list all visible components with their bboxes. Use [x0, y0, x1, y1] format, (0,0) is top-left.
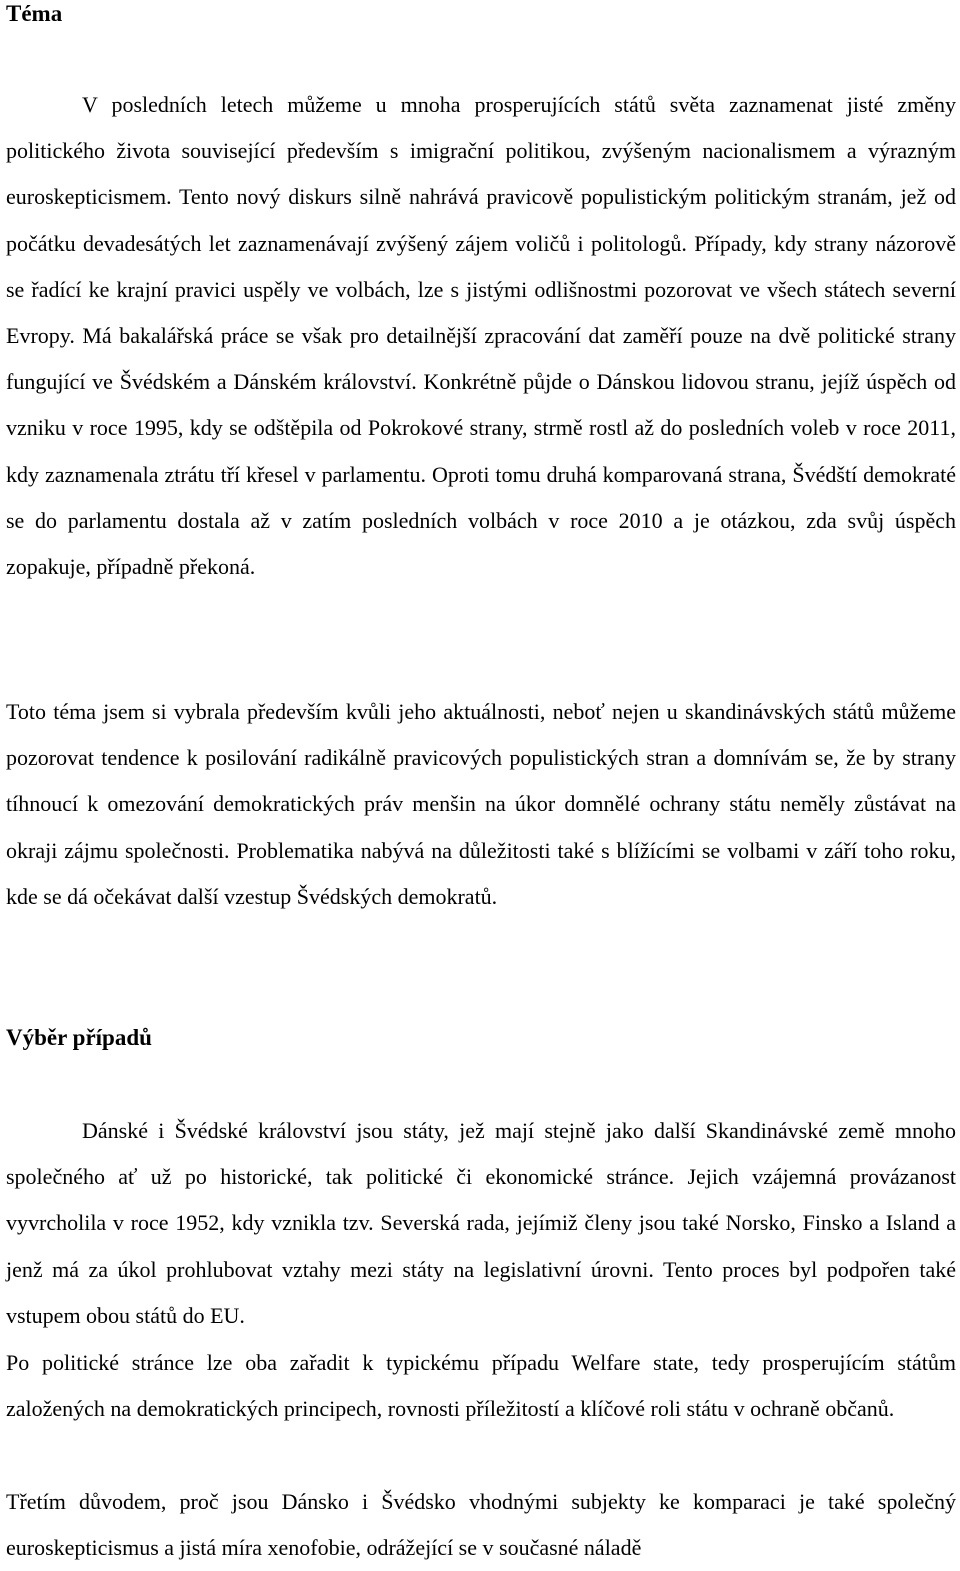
section-heading-tema: Téma — [6, 1, 63, 26]
paragraph-vyber-3: Třetím důvodem, proč jsou Dánsko i Švédsko vhodnými subjekty ke komparaci je také společný euroskepticismus a jistá míra xenofobie, odrážející se v současné náladě — [6, 1489, 956, 1561]
paragraph-vyber-1: Dánské i Švédské království jsou státy, jež mají stejně jako další Skandinávské země mnoho společného ať už po historické, tak politické či ekonomické stránce. Jejich vzájemná provázanost vyvrcholila v roce 1952, kdy vznikla tzv. Severská rada, jejímiž členy jsou také Norsko, Finsko a Island a jenž má za úkol prohlubovat vztahy mezi státy na legislativní úrovni. Tento proces byl podpořen také vstupem obou států do EU. — [6, 1118, 956, 1328]
paragraph-tema-2: Toto téma jsem si vybrala především kvůli jeho aktuálnosti, neboť nejen u skandinávských států můžeme pozorovat tendence k posilování radikálně pravicových populistických stran a domnívám se, že by strany tíhnoucí k omezování demokratických práv menšin na úkor domnělé ochrany státu neměly zůstávat na okraji zájmu společnosti. Problematika nabývá na důležitosti také s blížícími se volbami v září toho roku, kde se dá očekávat další vzestup Švédských demokratů. — [6, 699, 956, 909]
paragraph-tema-1: V posledních letech můžeme u mnoha prosperujících států světa zaznamenat jisté změny politického života související především s imigrační politikou, zvýšeným nacionalismem a výrazným euroskepticismem. Tento nový diskurs silně nahrává pravicově populistickým politickým stranám, jež od počátku devadesátých let zaznamenávají zvýšený zájem voličů i politologů. Případy, kdy strany názorově se řadící ke krajní pravici uspěly ve volbách, lze s jistými odlišnostmi pozorovat ve všech státech severní Evropy. Má bakalářská práce se však pro detailnější zpracování dat zaměří pouze na dvě politické strany fungující ve Švédském a Dánském království. Konkrétně půjde o Dánskou lidovou stranu, jejíž úspěch od vzniku v roce 1995, kdy se odštěpila od Pokrokové strany, strmě rostl až do posledních voleb v roce 2011, kdy zaznamenala ztrátu tří křesel v parlamentu. Oproti tomu druhá komparovaná strana, Švédští demokraté se do parlamentu dostala až v zatím posledních volbách v roce 2010 a je otázkou, zda svůj úspěch zopakuje, případně překoná. — [6, 92, 956, 580]
paragraph-vyber-2: Po politické stránce lze oba zařadit k typickému případu Welfare state, tedy prosperujícím státům založených na demokratických principech, rovnosti příležitostí a klíčové roli státu v ochraně občanů. — [6, 1350, 956, 1422]
section-heading-vyber-pripadu: Výběr případů — [6, 1025, 152, 1050]
